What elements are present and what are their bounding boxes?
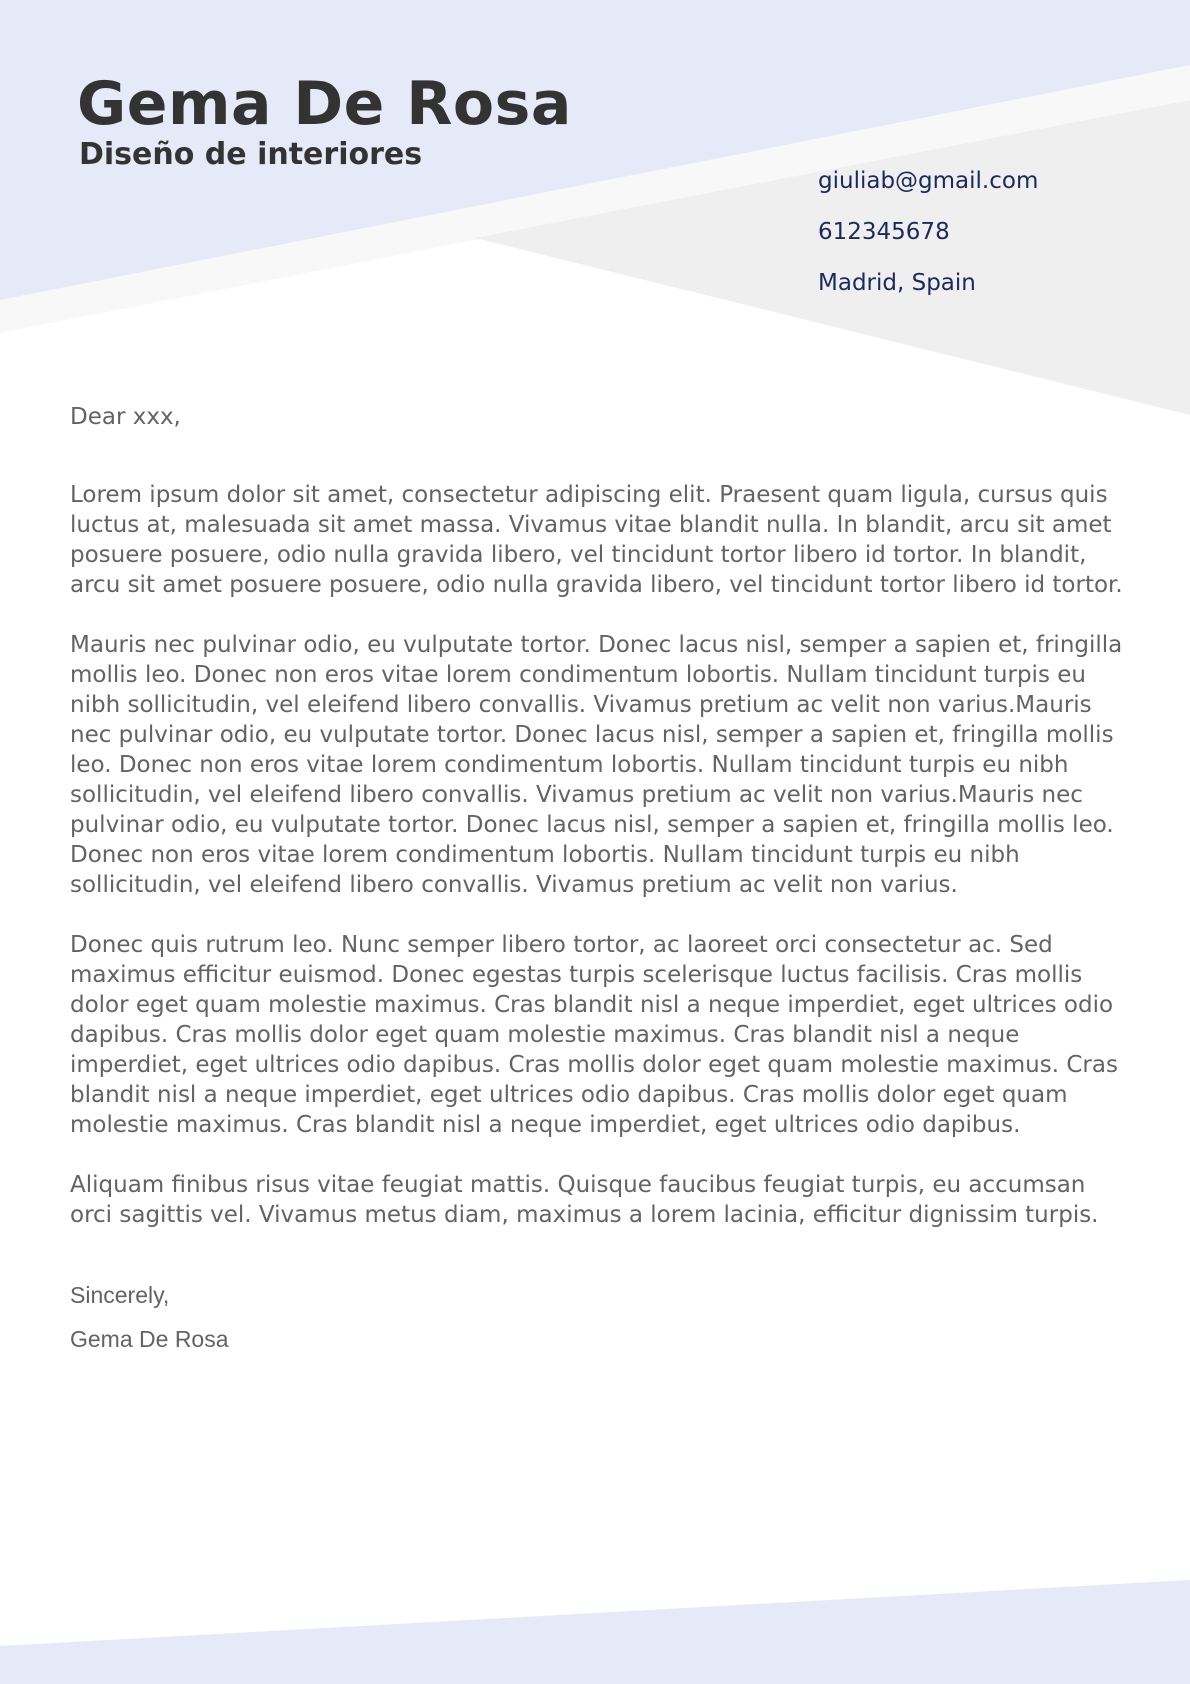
letter-body [70, 402, 1130, 1368]
contact-location: Madrid, Spain [818, 270, 976, 296]
letter-closing: Sincerely, [70, 1282, 170, 1308]
letter-signature: Gema De Rosa [70, 1326, 229, 1352]
footer-blue-band [0, 1580, 1190, 1684]
letter-closing-block [70, 1280, 1130, 1368]
letter-greeting: Dear xxx, [70, 404, 181, 430]
applicant-role: Diseño de interiores [79, 137, 423, 172]
contact-phone: 612345678 [818, 219, 950, 245]
letter-paragraph: Mauris nec pulvinar odio, eu vulputate tortor. Donec lacus nisl, semper a sapien et, fringilla mollis leo. Donec non eros vitae lorem condimentum lobortis. Nullam tincidunt turpis eu nibh sollicitudin, vel eleifend libero convallis. Vivamus pretium ac velit non varius.Mauris nec pulvinar odio, eu vulputate tortor. Donec lacus nisl, semper a sapien et, fringilla mollis leo. Donec non eros vitae lorem condimentum lobortis. Nullam tincidunt turpis eu nibh sollicitudin, vel eleifend libero convallis. Vivamus pretium ac velit non varius.Mauris nec pulvinar odio, eu vulputate tortor. Donec lacus nisl, semper a sapien et, fringilla mollis leo. Donec non eros vitae lorem condimentum lobortis. Nullam tincidunt turpis eu nibh sollicitudin, vel eleifend libero convallis. Vivamus pretium ac velit non varius. [70, 632, 1123, 898]
letter-paragraph: Lorem ipsum dolor sit amet, consectetur adipiscing elit. Praesent quam ligula, cursus quis luctus at, malesuada sit amet massa. Vivamus vitae blandit nulla. In blandit, arcu sit amet posuere posuere, odio nulla gravida libero, vel tincidunt tortor libero id tortor. In blandit, arcu sit amet posuere posuere, odio nulla gravida libero, vel tincidunt tortor libero id tortor. [70, 482, 1123, 598]
contact-block [818, 166, 1038, 319]
contact-email: giuliab@gmail.com [818, 168, 1039, 194]
letter-paragraph: Donec quis rutrum leo. Nunc semper libero tortor, ac laoreet orci consectetur ac. Sed maximus efficitur euismod. Donec egestas turpis scelerisque luctus facilisis. Cras mollis dolor eget quam molestie maximus. Cras blandit nisl a neque imperdiet, eget ultrices odio dapibus. Cras mollis dolor eget quam molestie maximus. Cras blandit nisl a neque imperdiet, eget ultrices odio dapibus. Cras mollis dolor eget quam molestie maximus. Cras blandit nisl a neque imperdiet, eget ultrices odio dapibus. Cras mollis dolor eget quam molestie maximus. Cras blandit nisl a neque imperdiet, eget ultrices odio dapibus. [70, 932, 1118, 1138]
letter-paragraph: Aliquam finibus risus vitae feugiat mattis. Quisque faucibus feugiat turpis, eu accumsan orci sagittis vel. Vivamus metus diam, maximus a lorem lacinia, efficitur dignissim turpis. [70, 1172, 1099, 1228]
applicant-name: Gema De Rosa [77, 69, 572, 139]
